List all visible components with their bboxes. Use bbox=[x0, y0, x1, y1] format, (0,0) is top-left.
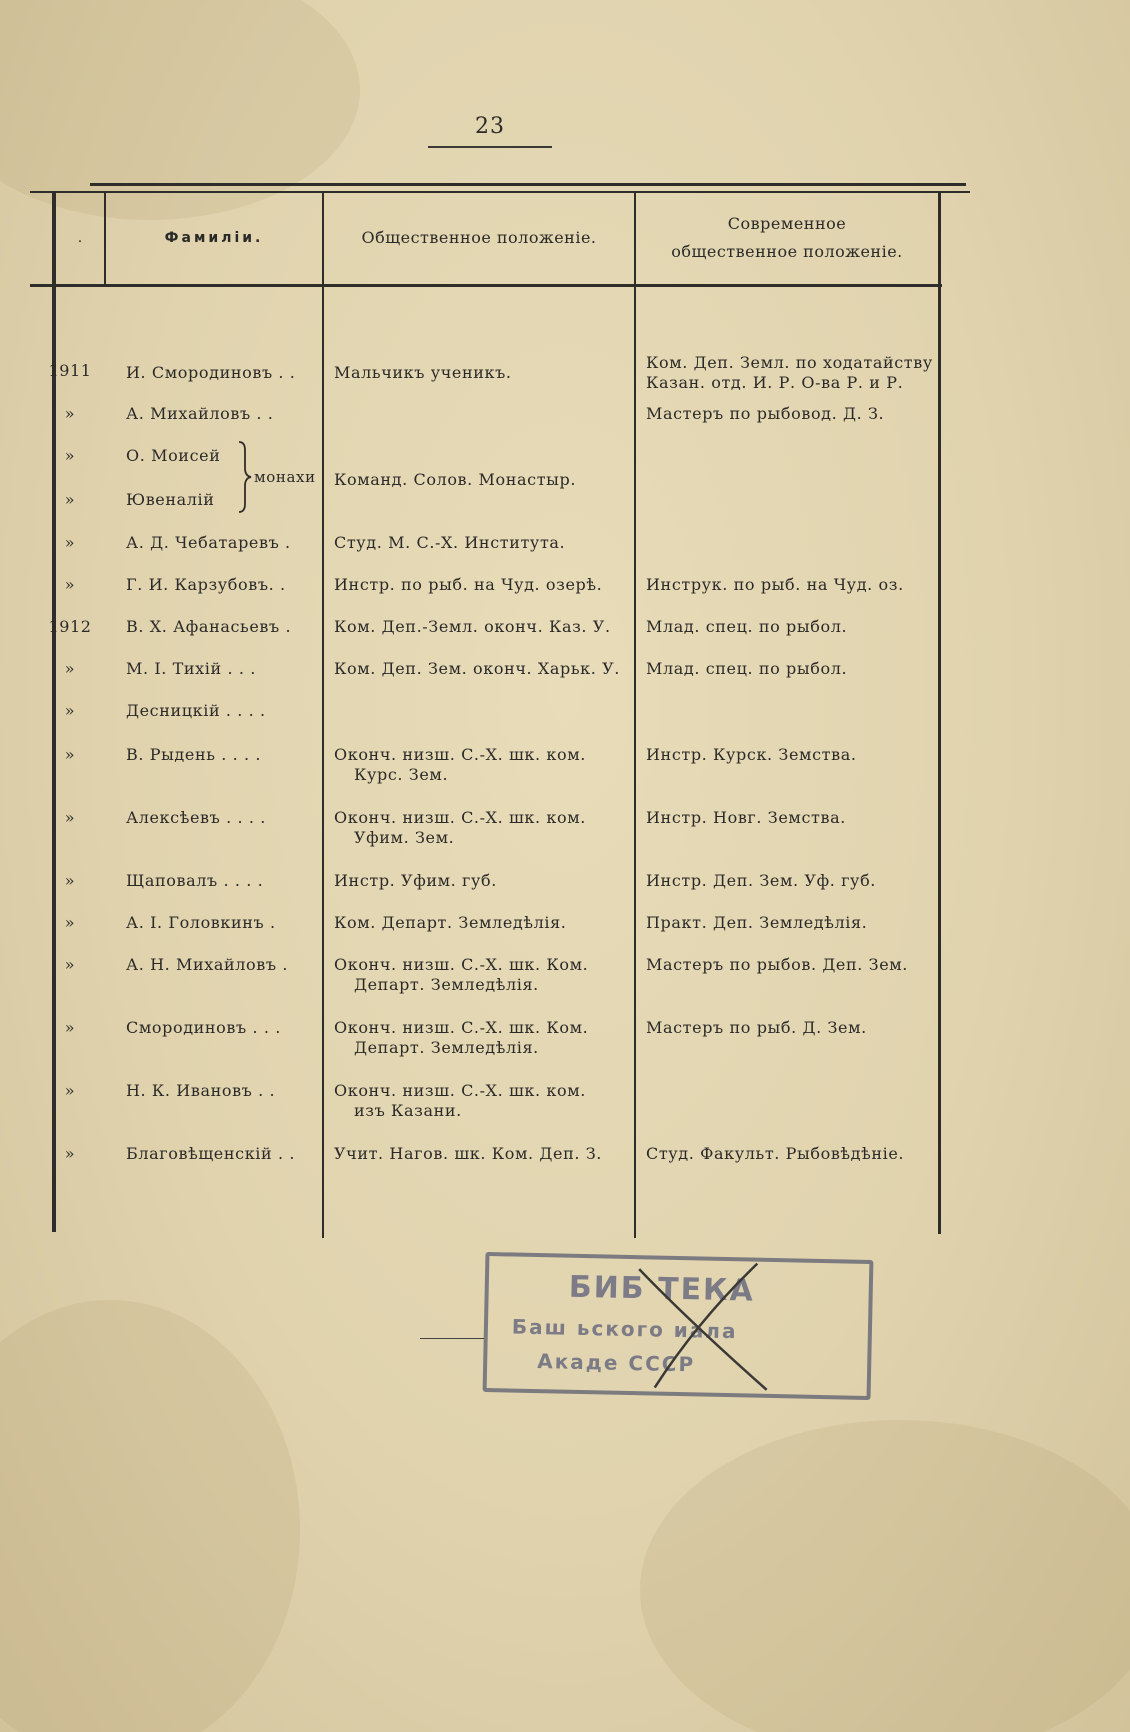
row-year: » bbox=[64, 955, 76, 974]
row-name: В. Х. Афанасьевъ . bbox=[126, 617, 292, 636]
row-year: » bbox=[64, 575, 76, 594]
row-position: Оконч. низш. С.-Х. шк. ком. bbox=[334, 1081, 586, 1100]
row-position: Курс. Зем. bbox=[354, 765, 449, 784]
row-current: Мастеръ по рыбовод. Д. З. bbox=[646, 404, 885, 423]
row-position: Департ. Земледѣлія. bbox=[354, 975, 539, 994]
row-position: Оконч. низш. С.-Х. шк. ком. bbox=[334, 745, 586, 764]
row-year: » bbox=[64, 490, 76, 509]
row-year: » bbox=[64, 913, 76, 932]
row-position: Департ. Земледѣлія. bbox=[354, 1038, 539, 1057]
row-year: » bbox=[64, 1081, 76, 1100]
row-name: О. Моисей bbox=[126, 446, 221, 465]
stamp-line: БИБ ТЕКА bbox=[568, 1269, 756, 1309]
row-year: » bbox=[64, 745, 76, 764]
paper-stain bbox=[0, 1300, 300, 1732]
row-current: Инстр. Новг. Земства. bbox=[646, 808, 846, 827]
row-name: И. Смородиновъ . . bbox=[126, 363, 296, 382]
column-divider bbox=[634, 192, 636, 1238]
page-number: 23 bbox=[475, 114, 505, 139]
row-position: Инстр. по рыб. на Чуд. озерѣ. bbox=[334, 575, 603, 594]
row-position: Ком. Деп.-Земл. оконч. Каз. У. bbox=[334, 617, 611, 636]
row-current: Инструк. по рыб. на Чуд. оз. bbox=[646, 575, 904, 594]
row-year: » bbox=[64, 1144, 76, 1163]
row-current: Студ. Факульт. Рыбовѣдѣніе. bbox=[646, 1144, 905, 1163]
row-current: Казан. отд. И. Р. О-ва Р. и Р. bbox=[646, 373, 904, 392]
row-year: 1911 bbox=[48, 361, 92, 380]
header-bottom-rule bbox=[30, 284, 942, 287]
row-current: Практ. Деп. Земледѣлія. bbox=[646, 913, 868, 932]
row-current: Ком. Деп. Земл. по ходатайству bbox=[646, 353, 933, 372]
row-year: » bbox=[64, 871, 76, 890]
row-current: Млад. спец. по рыбол. bbox=[646, 617, 848, 636]
row-name: Алексѣевъ . . . . bbox=[126, 808, 266, 827]
row-year: » bbox=[64, 701, 76, 720]
row-name: Смородиновъ . . . bbox=[126, 1018, 281, 1037]
table-top-rule bbox=[90, 183, 966, 186]
row-name: А. Н. Михайловъ . bbox=[126, 955, 289, 974]
row-position: Оконч. низш. С.-Х. шк. ком. bbox=[334, 808, 586, 827]
stamp-side-rule bbox=[420, 1338, 484, 1339]
row-name: Десницкій . . . . bbox=[126, 701, 266, 720]
row-current: Инстр. Деп. Зем. Уф. губ. bbox=[646, 871, 876, 890]
column-header-name: Фамиліи. bbox=[164, 230, 264, 246]
row-name: В. Рыдень . . . . bbox=[126, 745, 262, 764]
brace-icon bbox=[236, 440, 254, 514]
row-year: » bbox=[64, 659, 76, 678]
row-current: Мастеръ по рыбов. Деп. Зем. bbox=[646, 955, 908, 974]
row-current: Инстр. Курск. Земства. bbox=[646, 745, 857, 764]
records-table bbox=[30, 192, 942, 1234]
paper-stain bbox=[0, 0, 360, 220]
row-year: » bbox=[64, 533, 76, 552]
page-number-rule bbox=[428, 146, 552, 148]
stamp-line: Баш ьского иала bbox=[511, 1314, 738, 1344]
row-current: Млад. спец. по рыбол. bbox=[646, 659, 848, 678]
row-position: Ком. Деп. Зем. оконч. Харьк. У. bbox=[334, 659, 620, 678]
row-name: М. І. Тихій . . . bbox=[126, 659, 256, 678]
row-name: Г. И. Карзубовъ. . bbox=[126, 575, 286, 594]
row-position: Команд. Солов. Монастыр. bbox=[334, 470, 577, 489]
row-name: Благовѣщенскій . . bbox=[126, 1144, 296, 1163]
row-position: Оконч. низш. С.-Х. шк. Ком. bbox=[334, 955, 589, 974]
row-position: Студ. М. С.-Х. Института. bbox=[334, 533, 566, 552]
row-year: » bbox=[64, 446, 76, 465]
stamp-line: Акаде СССР bbox=[536, 1349, 696, 1377]
row-year: » bbox=[64, 1018, 76, 1037]
row-current: Мастеръ по рыб. Д. Зем. bbox=[646, 1018, 867, 1037]
row-year: » bbox=[64, 404, 76, 423]
row-name: Щаповалъ . . . . bbox=[126, 871, 264, 890]
row-year: 1912 bbox=[48, 617, 92, 636]
row-name: А. І. Головкинъ . bbox=[126, 913, 276, 932]
row-year: » bbox=[64, 808, 76, 827]
paper-stain bbox=[640, 1420, 1130, 1732]
row-name: А. Д. Чебатаревъ . bbox=[126, 533, 291, 552]
cross-out-icon bbox=[487, 1256, 870, 1396]
row-position: Учит. Нагов. шк. Ком. Деп. З. bbox=[334, 1144, 602, 1163]
row-name: Ювеналій bbox=[126, 490, 215, 509]
column-header-position: Общественное положеніе. bbox=[361, 228, 597, 247]
brace-note: монахи bbox=[254, 468, 316, 486]
row-name: А. Михайловъ . . bbox=[126, 404, 274, 423]
column-divider bbox=[322, 192, 324, 1238]
column-header-year: . bbox=[77, 230, 83, 246]
row-position: Ком. Департ. Земледѣлія. bbox=[334, 913, 567, 932]
row-position: изъ Казани. bbox=[354, 1101, 462, 1120]
table-right-border bbox=[938, 192, 941, 1234]
column-header-current: Современное общественное положеніе. bbox=[671, 214, 903, 261]
row-position: Инстр. Уфим. губ. bbox=[334, 871, 497, 890]
row-position: Уфим. Зем. bbox=[354, 828, 455, 847]
library-stamp bbox=[483, 1252, 874, 1400]
row-name: Н. К. Ивановъ . . bbox=[126, 1081, 276, 1100]
row-position: Оконч. низш. С.-Х. шк. Ком. bbox=[334, 1018, 589, 1037]
row-position: Мальчикъ ученикъ. bbox=[334, 363, 512, 382]
